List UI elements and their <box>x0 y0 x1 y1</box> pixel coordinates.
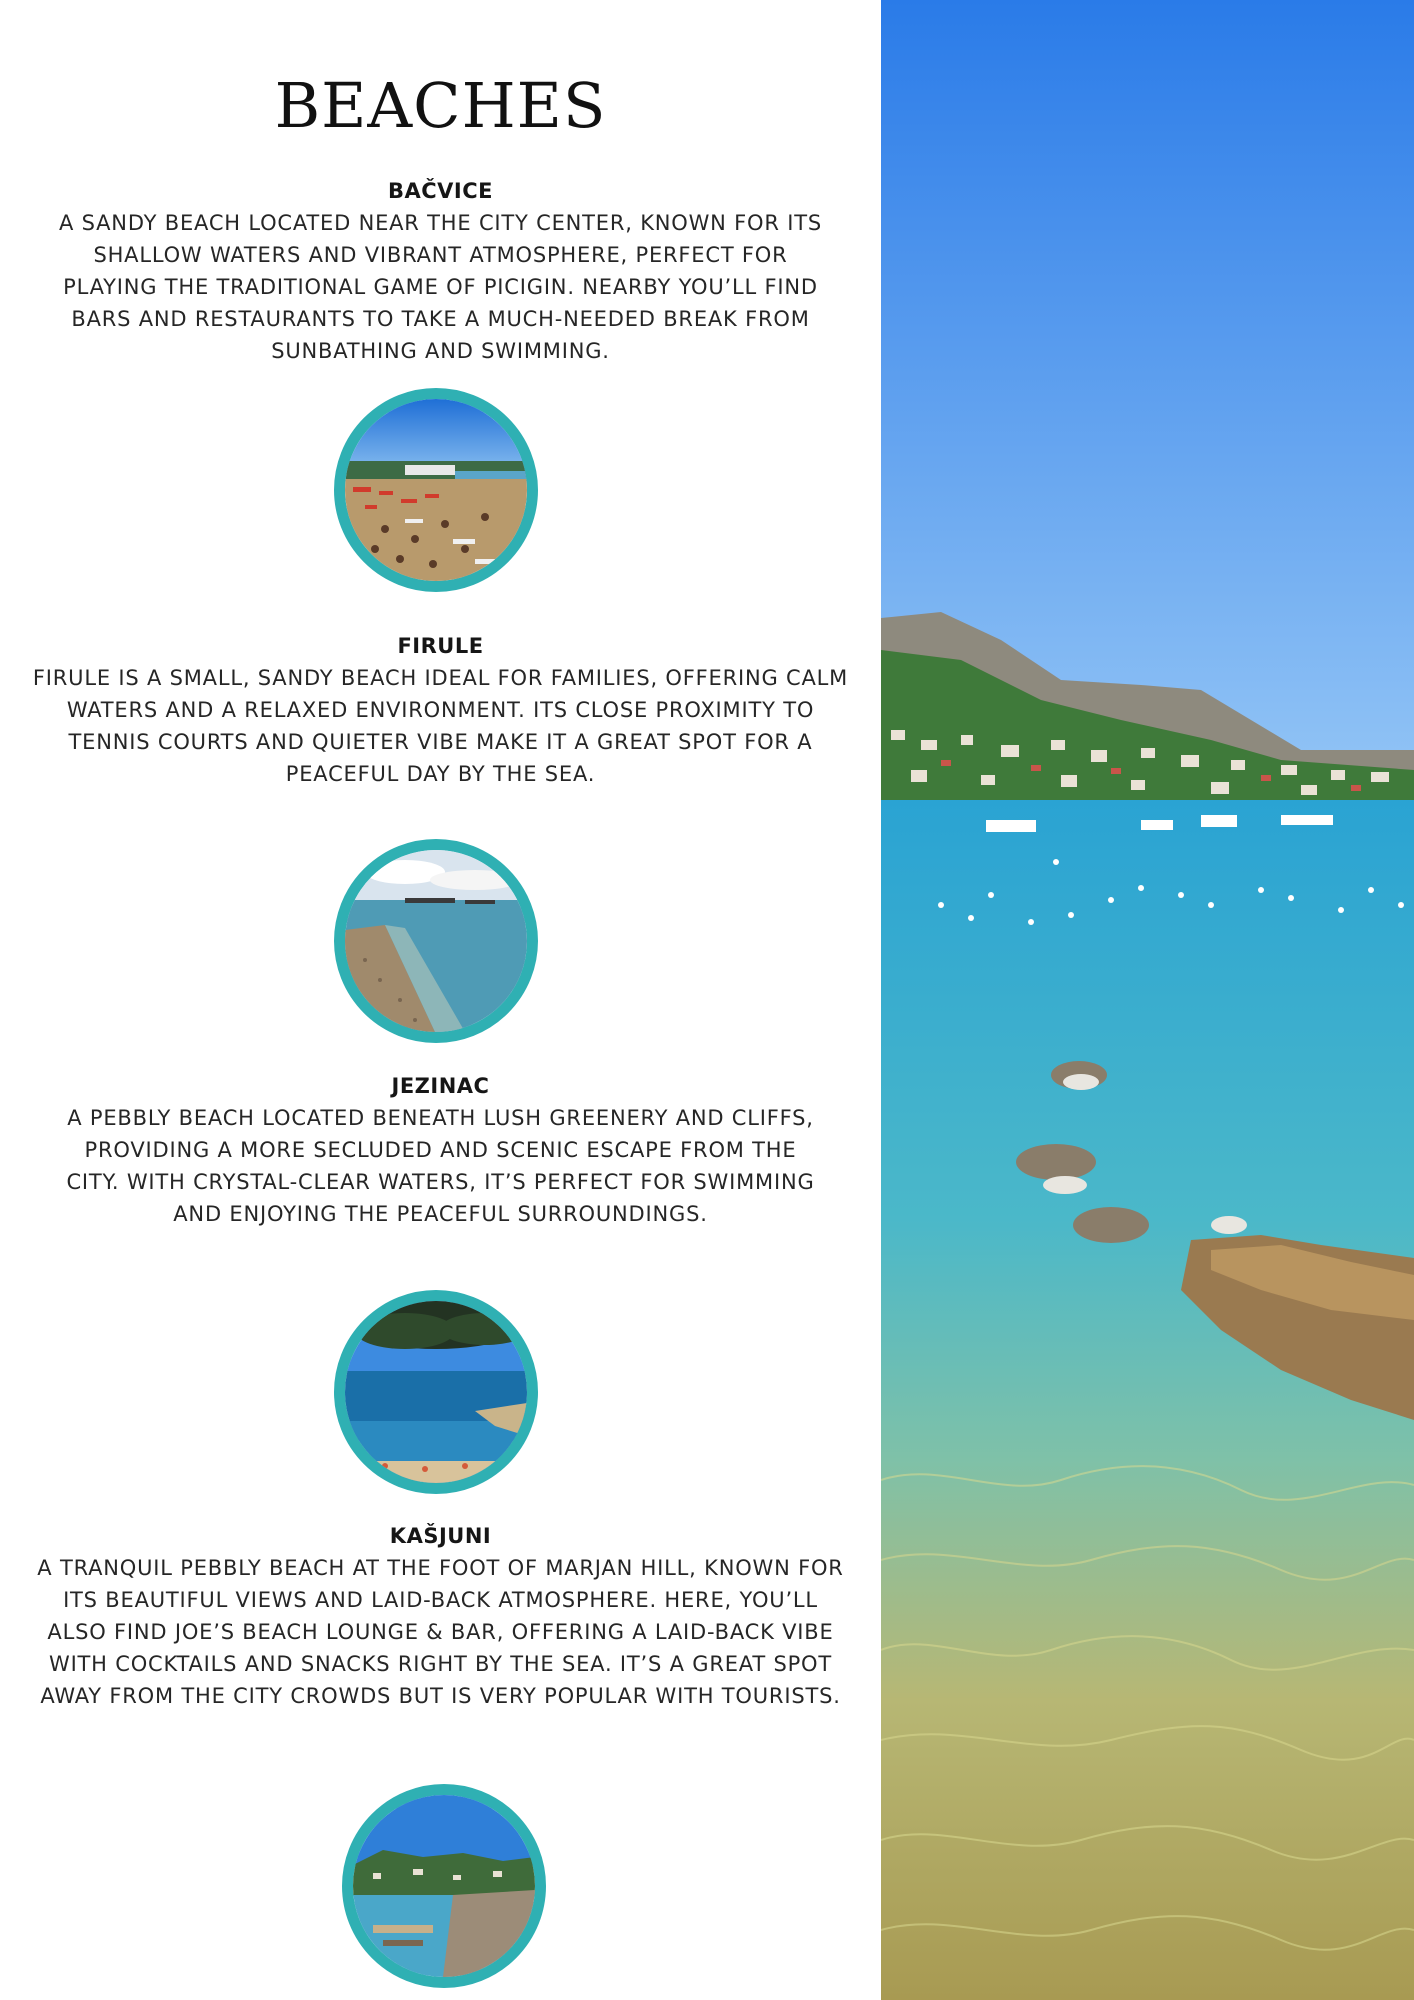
beach-description: A SANDY BEACH LOCATED NEAR THE CITY CENTER, KNOWN FOR ITS SHALLOW WATERS AND VIBRANT ATMOSPHERE, PERFECT FOR PLAYING THE TRADITIONAL GAME OF PICIGIN. NEARBY YOU’LL FIND BARS AND RESTAURANTS TO TAKE A MUCH-NEEDED BREAK FROM SUNBATHING AND SWIMMING. <box>58 211 822 363</box>
beach-name: FIRULE <box>397 634 484 658</box>
beach-photo-kasjuni <box>342 1784 546 1988</box>
beach-photo-firule <box>334 839 538 1043</box>
beach-description: A PEBBLY BEACH LOCATED BENEATH LUSH GREENERY AND CLIFFS, PROVIDING A MORE SECLUDED AND SCENIC ESCAPE FROM THE CITY. WITH CRYSTAL-CLEAR WATERS, IT’S PERFECT FOR SWIMMING AND ENJOYING THE PEACEFUL SURROUNDINGS. <box>66 1106 815 1226</box>
beach-section-bacvice <box>0 177 881 367</box>
beach-name: BAČVICE <box>388 179 493 203</box>
beach-description: FIRULE IS A SMALL, SANDY BEACH IDEAL FOR FAMILIES, OFFERING CALM WATERS AND A RELAXED ENVIRONMENT. ITS CLOSE PROXIMITY TO TENNIS COURTS AND QUIETER VIBE MAKE IT A GREAT SPOT FOR A PEACEFUL DAY BY THE SEA. <box>32 666 849 786</box>
beach-description: A TRANQUIL PEBBLY BEACH AT THE FOOT OF MARJAN HILL, KNOWN FOR ITS BEAUTIFUL VIEWS AND LAID-BACK ATMOSPHERE. HERE, YOU’LL ALSO FIND JOE’S BEACH LOUNGE & BAR, OFFERING A LAID-BACK VIBE WITH COCKTAILS AND SNACKS RIGHT BY THE SEA. IT’S A GREAT SPOT AWAY FROM THE CITY CROWDS BUT IS VERY POPULAR WITH TOURISTS. <box>37 1556 844 1708</box>
beach-photo-jezinac <box>334 1290 538 1494</box>
beach-name: KAŠJUNI <box>389 1524 492 1548</box>
coastal-photo <box>881 0 1414 2000</box>
page-title: BEACHES <box>274 69 607 142</box>
beach-name: JEZINAC <box>391 1074 490 1098</box>
beach-section-firule <box>0 632 881 790</box>
beach-photo-bacvice <box>334 388 538 592</box>
beach-section-kasjuni <box>0 1522 881 1712</box>
beach-section-jezinac <box>0 1072 881 1230</box>
